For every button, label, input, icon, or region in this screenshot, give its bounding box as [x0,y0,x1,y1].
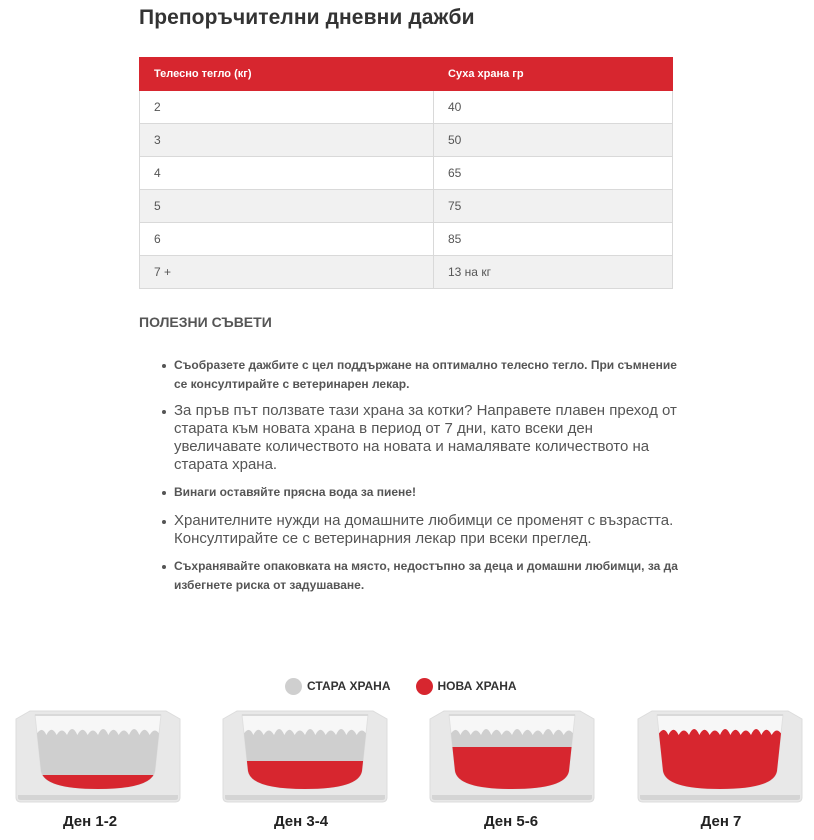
table-row [140,157,673,190]
table-row [140,124,673,157]
table-row [140,190,673,223]
bowl-shadow [225,795,385,800]
cell-food: 85 [434,223,673,256]
tip-item: За пръв път ползвате тази храна за котки? Направете плавен преход от старата към новата храна в период от 7 дни, като всеки ден увеличавате количеството на новата и намалявате количеството на старата храна. [158,402,678,474]
day-label: Ден 5-6 [483,813,539,830]
cell-food: 75 [434,190,673,223]
day-label: Ден 3-4 [273,813,329,830]
old-food-dot-icon [285,678,302,695]
new-food-heap [656,729,784,791]
cell-food: 65 [434,157,673,190]
bowl-day-3-4 [221,705,389,805]
tip-item: Винаги оставяйте прясна вода за пиене! [158,483,678,502]
tip-item: Съхранявайте опаковката на място, недостъпно за деца и домашни любимци, за да избегнете риска от задушаване. [158,557,678,595]
feeding-table [139,57,673,289]
day-label: Ден 1-2 [62,813,118,830]
table-row [140,256,673,289]
page-title: Препоръчителни дневни дажби [139,6,475,29]
cell-weight: 3 [140,124,434,157]
header-dry-food: Суха храна гр [434,58,673,91]
bowl-shadow [432,795,592,800]
tip-item: Хранителните нужди на домашните любимци се променят с възрастта. Консултирайте се с ветеринарния лекар при всеки преглед. [158,512,678,548]
tip-item: Съобразете дажбите с цел поддържане на оптимално телесно тегло. При съмнение се консултирайте с ветеринарен лекар. [158,356,678,394]
cell-food: 40 [434,91,673,124]
legend-old-label: СТАРА ХРАНА [307,679,391,693]
new-food-dot-icon [416,678,433,695]
tips-list [158,356,678,595]
food-legend [285,677,517,695]
bowl-shadow [640,795,800,800]
bowl-shadow [18,795,178,800]
cell-weight: 2 [140,91,434,124]
cell-weight: 4 [140,157,434,190]
bowl-day-7 [636,705,804,805]
table-header-row [140,58,673,91]
bowl-day-1-2 [14,705,182,805]
table-row [140,91,673,124]
legend-new-label: НОВА ХРАНА [437,679,517,693]
header-body-weight: Телесно тегло (кг) [140,58,434,91]
table-row [140,223,673,256]
cell-weight: 6 [140,223,434,256]
cell-weight: 7 + [140,256,434,289]
tips-heading: ПОЛЕЗНИ СЪВЕТИ [139,314,272,330]
cell-weight: 5 [140,190,434,223]
day-label: Ден 7 [700,813,742,830]
cell-food: 50 [434,124,673,157]
cell-food: 13 на кг [434,256,673,289]
bowl-day-5-6 [428,705,596,805]
